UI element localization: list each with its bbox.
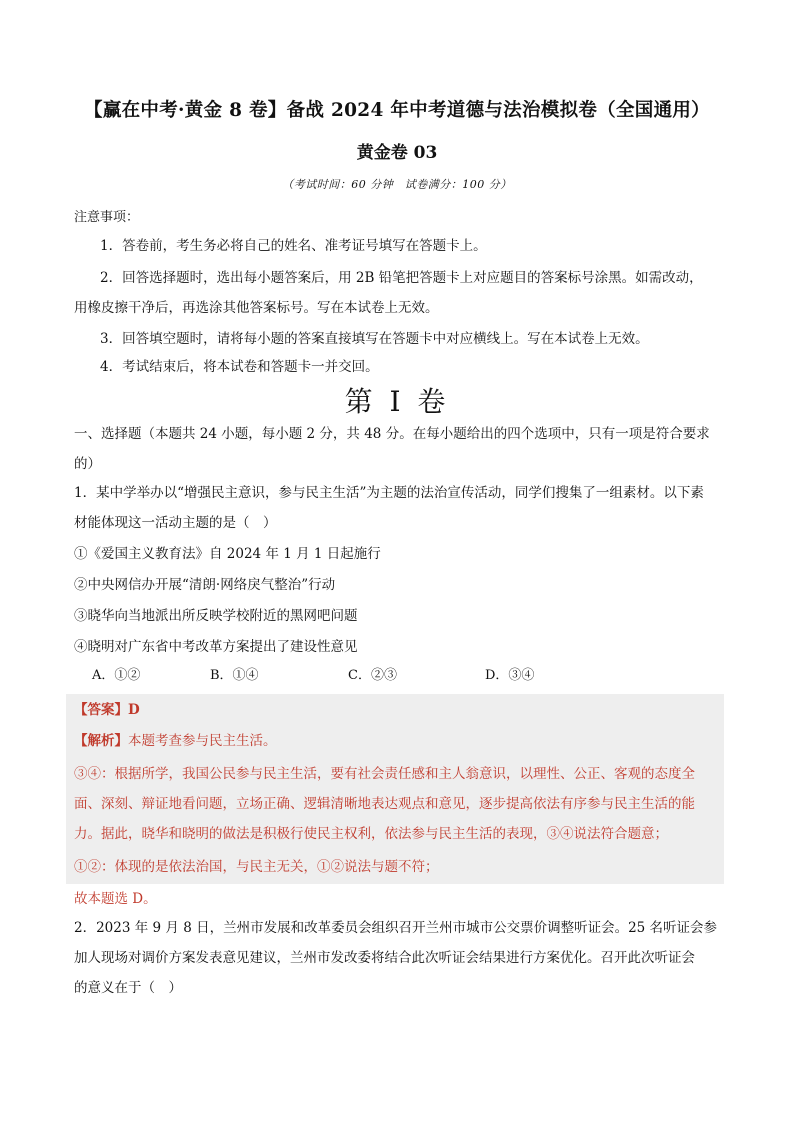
exam-info: （考试时间：60 分钟 试卷满分：100 分） — [282, 178, 512, 191]
analysis-line — [74, 726, 724, 756]
notice-item: 3．回答填空题时，请将每小题的答案直接填写在答题卡中对应横线上。写在本试卷上无效。 — [100, 331, 649, 347]
choice-c: C．②③ — [348, 668, 397, 683]
page-title: 【赢在中考·黄金 8 卷】备战 2024 年中考道德与法治模拟卷（全国通用） — [84, 100, 710, 121]
question-2-stem: 2．2023 年 9 月 8 日，兰州市发展和改革委员会组织召开兰州市城市公交票价调整听证会。25 名听证会参 加人现场对调价方案发表意见建议，兰州市发改委将结合此次听证会结果进行方案优化。召开此次听证会 的意义在于（ ） — [74, 920, 718, 996]
answer-label: 【答案】 — [74, 702, 128, 718]
notice-item: 2．回答选择题时，选出每小题答案后，用 2B 铅笔把答题卡上对应题目的答案标号涂黑。如需改动， — [100, 270, 703, 286]
section-heading: 一、选择题（本题共 24 小题，每小题 2 分，共 48 分。在每小题给出的四个选项中，只有一项是符合要求 的） — [74, 426, 710, 472]
notice-item-continued: 用橡皮擦干净后，再选涂其他答案标号。写在本试卷上无效。 — [74, 300, 439, 316]
analysis-text: 面、深刻、辩证地看问题，立场正确、逻辑清晰地表达观点和意见，逐步提高依法有序参与民主生活的能 — [74, 796, 695, 812]
analysis-conclusion: 故本题选 D。 — [74, 891, 157, 907]
choice-b: B．①④ — [210, 668, 259, 683]
choice-a: A．①② — [92, 668, 141, 683]
answer-value: D — [128, 702, 140, 718]
analysis-label: 【解析】 — [74, 733, 128, 749]
notice-item: 4．考试结束后，将本试卷和答题卡一并交回。 — [100, 359, 379, 375]
analysis-text: ①②：体现的是依法治国，与民主无关，①②说法与题不符； — [74, 859, 439, 875]
analysis-text: ③④：根据所学，我国公民参与民主生活，要有社会责任感和主人翁意识，以理性、公正、客观的态度全 — [74, 766, 695, 782]
question-1-stem: 1．某中学举办以“增强民主意识，参与民主生活”为主题的法治宣传活动，同学们搜集了一组素材。以下素 材能体现这一活动主题的是（ ） — [74, 485, 704, 531]
analysis-text: 力。据此，晓华和晓明的做法是积极行使民主权利，依法参与民主生活的表现，③④说法符合题意； — [74, 826, 668, 842]
notice-heading: 注意事项： — [74, 210, 140, 225]
paper-subtitle: 黄金卷 03 — [356, 143, 438, 163]
notice-item: 1．答卷前，考生务必将自己的姓名、准考证号填写在答题卡上。 — [100, 238, 487, 254]
analysis-intro: 本题考查参与民主生活。 — [128, 733, 277, 749]
question-1-item: ①《爱国主义教育法》自 2024 年 1 月 1 日起施行 — [74, 546, 381, 562]
answer-line — [74, 695, 724, 725]
question-1-item: ②中央网信办开展“清朗·网络戾气整治”行动 — [74, 577, 336, 593]
question-1-item: ④晓明对广东省中考改革方案提出了建设性意见 — [74, 639, 358, 655]
choice-d: D．③④ — [485, 668, 535, 683]
volume-title: 第 I 卷 — [344, 385, 450, 418]
question-1-item: ③晓华向当地派出所反映学校附近的黑网吧问题 — [74, 608, 358, 624]
